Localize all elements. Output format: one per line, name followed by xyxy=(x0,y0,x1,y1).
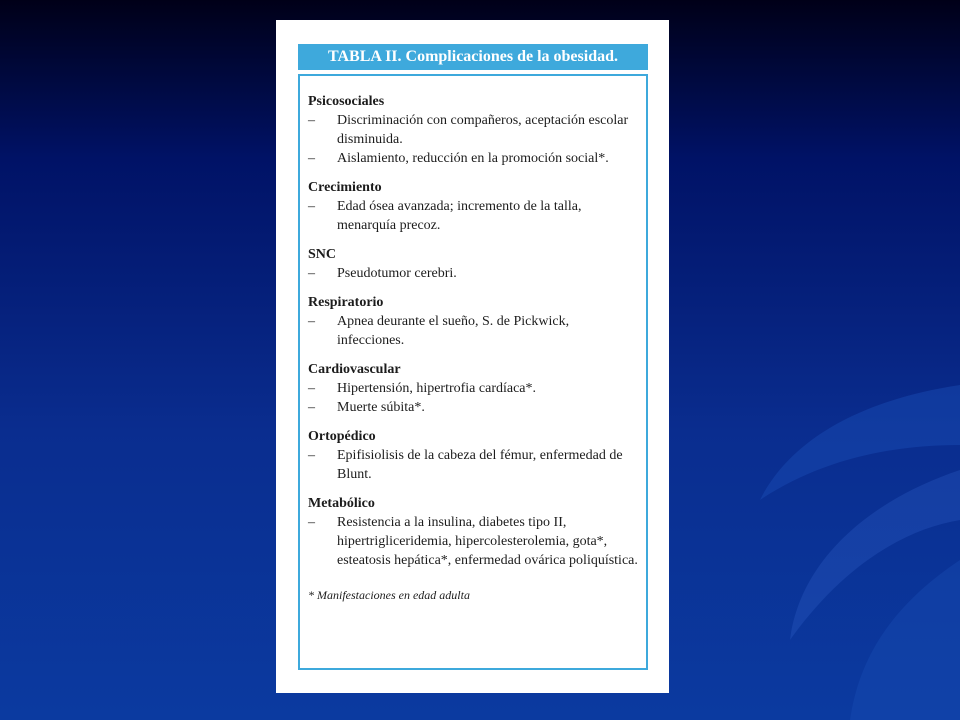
section-heading: Ortopédico xyxy=(308,429,376,444)
dash: – xyxy=(308,266,315,281)
list-item xyxy=(308,197,638,235)
dash: – xyxy=(308,381,315,396)
section-heading: Crecimiento xyxy=(308,180,382,195)
section-snc xyxy=(308,245,638,283)
list-item xyxy=(308,446,638,484)
section-metabolico xyxy=(308,494,638,570)
table-content xyxy=(308,92,638,605)
dash: – xyxy=(308,151,315,166)
section-heading: Metabólico xyxy=(308,496,375,511)
list-item xyxy=(308,111,638,149)
dash: – xyxy=(308,199,315,214)
item-text: Discriminación con compañeros, aceptación escolar disminuida. xyxy=(337,113,629,147)
item-text: Apnea deurante el sueño, S. de Pickwick, infecciones. xyxy=(337,314,570,348)
list-item xyxy=(308,398,638,417)
section-respiratorio xyxy=(308,293,638,350)
item-text: Muerte súbita*. xyxy=(337,400,425,415)
list-item xyxy=(308,312,638,350)
section-crecimiento xyxy=(308,178,638,235)
list-item xyxy=(308,513,638,570)
section-heading: Cardiovascular xyxy=(308,362,401,377)
section-heading: Respiratorio xyxy=(308,295,384,310)
dash: – xyxy=(308,113,315,128)
table-title: TABLA II. Complicaciones de la obesidad. xyxy=(298,44,648,70)
section-ortopedico xyxy=(308,427,638,484)
item-text: Edad ósea avanzada; incremento de la talla, menarquía precoz. xyxy=(337,199,582,233)
item-text: Resistencia a la insulina, diabetes tipo II, hipertrigliceridemia, hipercolesterolemia, gota*, esteatosis hepática*, enfermedad ovárica poliquística. xyxy=(337,515,638,568)
dash: – xyxy=(308,515,315,530)
section-psicosociales xyxy=(308,92,638,168)
item-text: Epifisiolisis de la cabeza del fémur, enfermedad de Blunt. xyxy=(337,448,623,482)
section-heading: Psicosociales xyxy=(308,94,385,109)
section-cardiovascular xyxy=(308,360,638,417)
item-text: Aislamiento, reducción en la promoción social*. xyxy=(337,151,609,166)
table-card xyxy=(276,20,669,693)
list-item xyxy=(308,379,638,398)
list-item xyxy=(308,149,638,168)
dash: – xyxy=(308,400,315,415)
dash: – xyxy=(308,314,315,329)
section-heading: SNC xyxy=(308,247,337,262)
item-text: Hipertensión, hipertrofia cardíaca*. xyxy=(337,381,537,396)
item-text: Pseudotumor cerebri. xyxy=(337,266,457,281)
footnote: * Manifestaciones en edad adulta xyxy=(308,588,470,602)
dash: – xyxy=(308,448,315,463)
list-item xyxy=(308,264,638,283)
